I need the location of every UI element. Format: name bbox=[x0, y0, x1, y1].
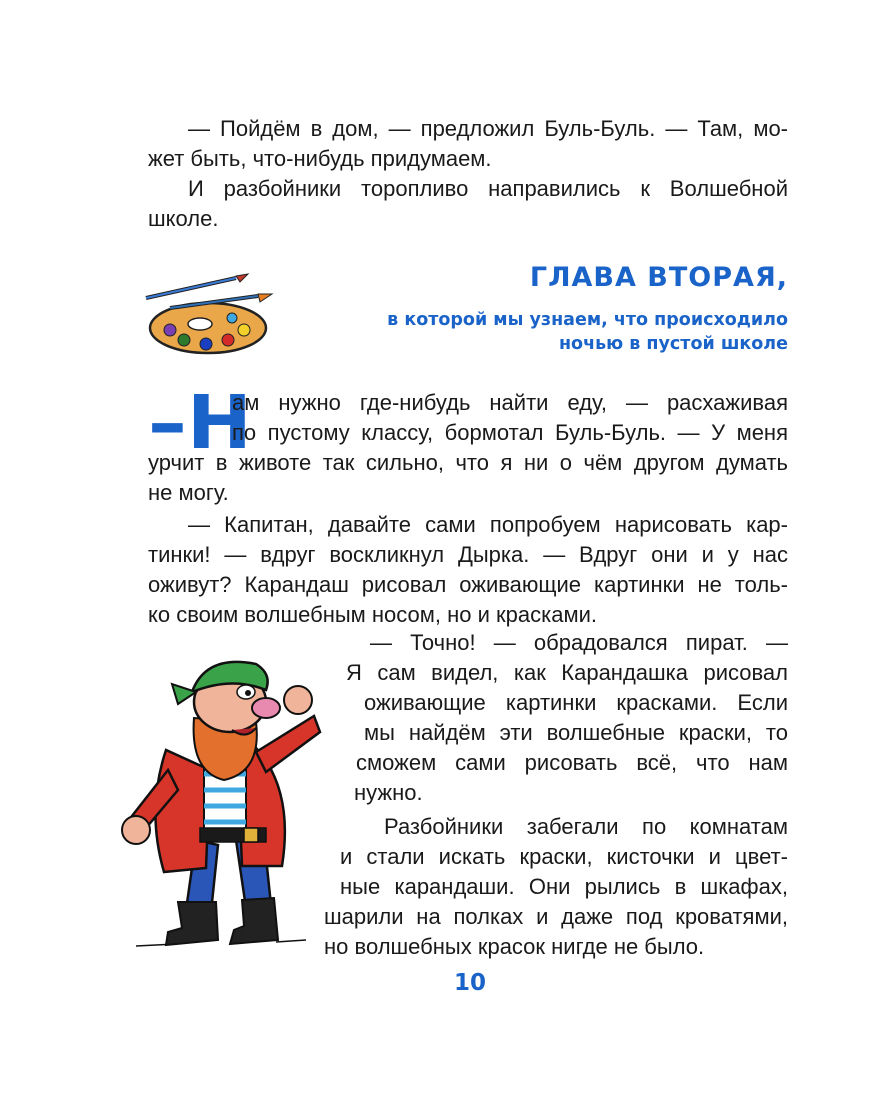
text-line: ко своим волшебным носом, но и красками. bbox=[148, 602, 597, 627]
text-line: урчит в животе так сильно, что я ни о чём другом думать bbox=[148, 450, 788, 475]
chapter-subtitle: в которой мы узнаем, что происходило bbox=[387, 310, 788, 330]
text-line: но волшебных красок нигде не было. bbox=[324, 934, 705, 959]
chapter-subtitle: ночью в пустой школе bbox=[558, 334, 788, 354]
paint-palette-illustration bbox=[140, 272, 280, 356]
drop-cap: –Н bbox=[148, 380, 252, 466]
text-line: оживающие картинки красками. Если bbox=[364, 690, 788, 715]
text-line: шарили на полках и даже под кроватями, bbox=[324, 904, 788, 929]
text-line: тинки! — вдруг воскликнул Дырка. — Вдруг они и у нас bbox=[148, 542, 788, 567]
text-line: — Точно! — обрадовался пират. — bbox=[370, 630, 788, 655]
text-line: школе. bbox=[148, 206, 219, 231]
text-line: не могу. bbox=[148, 480, 229, 505]
text-line: — Пойдём в дом, — предложил Буль-Буль. — Там, мо- bbox=[188, 116, 788, 141]
text-line: оживут? Карандаш рисовал оживающие картинки не толь- bbox=[148, 572, 788, 597]
pirate-illustration bbox=[106, 640, 332, 970]
text-line: жет быть, что-нибудь придумаем. bbox=[148, 146, 492, 171]
text-line: и стали искать краски, кисточки и цвет- bbox=[340, 844, 788, 869]
text-line: нужно. bbox=[354, 780, 423, 805]
text-line: И разбойники торопливо направились к Волшебной bbox=[188, 176, 788, 201]
text-line: мы найдём эти волшебные краски, то bbox=[364, 720, 788, 745]
text-line: по пустому классу, бормотал Буль-Буль. — У меня bbox=[232, 420, 788, 445]
chapter-title: ГЛАВА ВТОРАЯ, bbox=[529, 262, 788, 293]
page-number: 10 bbox=[453, 970, 486, 996]
text-line: — Капитан, давайте сами попробуем нарисовать кар- bbox=[188, 512, 788, 537]
text-line: Разбойники забегали по комнатам bbox=[384, 814, 788, 839]
text-line: ные карандаши. Они рылись в шкафах, bbox=[340, 874, 788, 899]
text-line: ам нужно где-нибудь найти еду, — расхаживая bbox=[232, 390, 788, 415]
text-line: Я сам видел, как Карандашка рисовал bbox=[346, 660, 788, 685]
text-line: сможем сами рисовать всё, что нам bbox=[356, 750, 788, 775]
